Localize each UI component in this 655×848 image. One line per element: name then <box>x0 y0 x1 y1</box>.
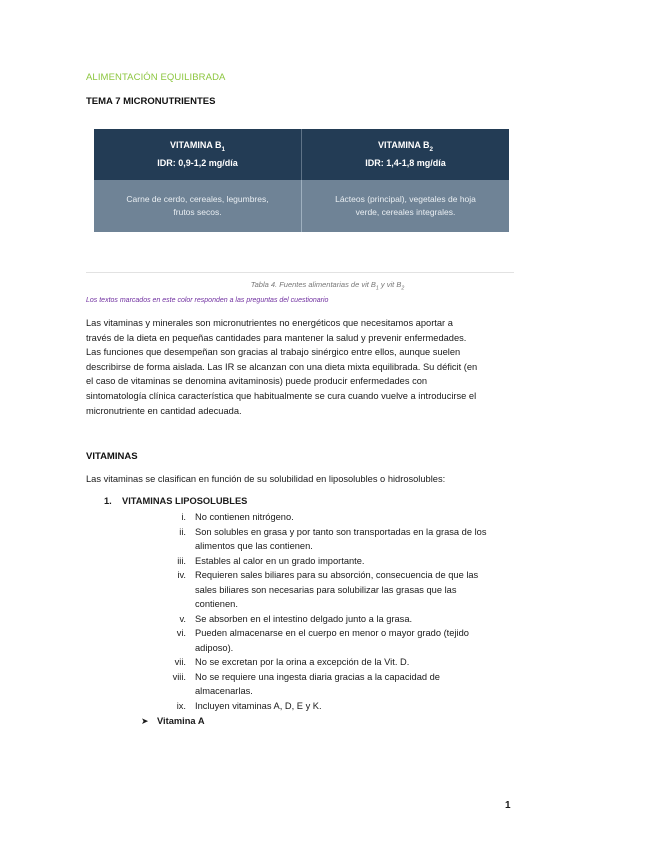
vitamin-b1-name: VITAMINA $B_1$ <box>169 139 225 153</box>
list-item: iii. Estables al calor en un grado importante. <box>177 555 365 566</box>
page-number: 1 <box>505 800 511 811</box>
list-item: vi. Pueden almacenarse en el cuerpo en menor o mayor grado (tejido adiposo). <box>176 628 469 653</box>
table-rule <box>86 272 514 273</box>
liposolubles-list <box>164 510 514 713</box>
paragraph-line: sintomatología clínica característica que habitualmente se cura cuando vuelve a introducirse el <box>86 390 477 401</box>
list-number: 1. <box>104 496 112 506</box>
list-item: viii. No se requiere una ingesta diaria gracias a la capacidad de almacenarlas. <box>172 671 440 696</box>
paragraph-line: describirse de forma aislada. Las IR se alcanzan con una dieta mixta equilibrada. Su déficit (en <box>86 361 478 372</box>
list-item: iv. Requieren sales biliares para su absorción, consecuencia de que las sales biliares son necesarias para solubilizar las grasas que las contienen. <box>177 570 479 609</box>
list-item: vii. No se excretan por la orina a excepción de la Vit. D. <box>174 657 410 667</box>
table-header-cell-b2 <box>302 129 509 180</box>
table-cell-line: frutos secos. <box>173 207 222 217</box>
vitamin-b2-name: VITAMINA $B_2$ <box>377 139 433 153</box>
list-item: ii. Son solubles en grasa y por tanto son transportadas en la grasa de los alimentos que las contienen. <box>179 526 487 551</box>
vitamin-b1-idr: IDR: 0,9-1,2 mg/día <box>157 158 238 169</box>
list-item: ix. Incluyen vitaminas A, D, E y K. <box>176 700 322 711</box>
list-item: v. Se absorben en el intestino delgado junto a la grasa. <box>179 613 413 624</box>
list-item: i. No contienen nitrógeno. <box>181 512 294 522</box>
paragraph-line: través de la dieta en pequeñas cantidades para mantener la salud y prevenir enfermedades. <box>86 332 467 343</box>
vitaminas-intro: Las vitaminas se clasifican en función de su solubilidad en liposolubles o hidrosolubles: <box>86 474 446 484</box>
vitamin-sources-table <box>94 129 509 232</box>
table-cell-line: Lácteos (principal), vegetales de hoja <box>335 194 476 204</box>
topic-title: TEMA 7 MICRONUTRIENTES <box>86 96 216 107</box>
numbered-heading <box>104 496 247 506</box>
table-cell-line: verde, cereales integrales. <box>355 207 456 217</box>
list-title: VITAMINAS LIPOSOLUBLES <box>122 496 248 506</box>
paragraph-line: Las vitaminas y minerales son micronutrientes no energéticos que necesitamos aportar a <box>86 318 453 328</box>
paragraph-line: micronutriente en cantidad adecuada. <box>86 405 242 416</box>
table-header-row <box>94 129 509 180</box>
intro-paragraph <box>86 316 516 418</box>
vitaminas-heading: VITAMINAS <box>86 451 138 462</box>
table-cell-line: Carne de cerdo, cereales, legumbres, <box>126 194 269 204</box>
table-header-cell-b1 <box>94 129 301 180</box>
arrow-bullet-icon: ➤ <box>141 716 149 726</box>
table-body-row <box>94 180 509 232</box>
table-cell-b1-sources <box>94 180 301 232</box>
vitamin-a-subheading: ➤ Vitamina A <box>141 716 205 726</box>
paragraph-line: Las funciones que desempeñan son gracias al trabajo sinérgico entre ellos, aunque suelen <box>86 347 461 358</box>
table-caption: Tabla 4. Fuentes alimentarias de vit $B_1$ y vit $B_2$ <box>250 280 405 292</box>
vitamin-b2-idr: IDR: 1,4-1,8 mg/día <box>365 158 446 169</box>
document-title: ALIMENTACIÓN EQUILIBRADA <box>86 72 226 83</box>
table-cell-b2-sources <box>302 180 509 232</box>
color-note: Los textos marcados en este color responden a las preguntas del cuestionario <box>86 297 329 304</box>
paragraph-line: el caso de vitaminas se denomina avitaminosis) puede producir enfermedades con <box>86 376 428 387</box>
